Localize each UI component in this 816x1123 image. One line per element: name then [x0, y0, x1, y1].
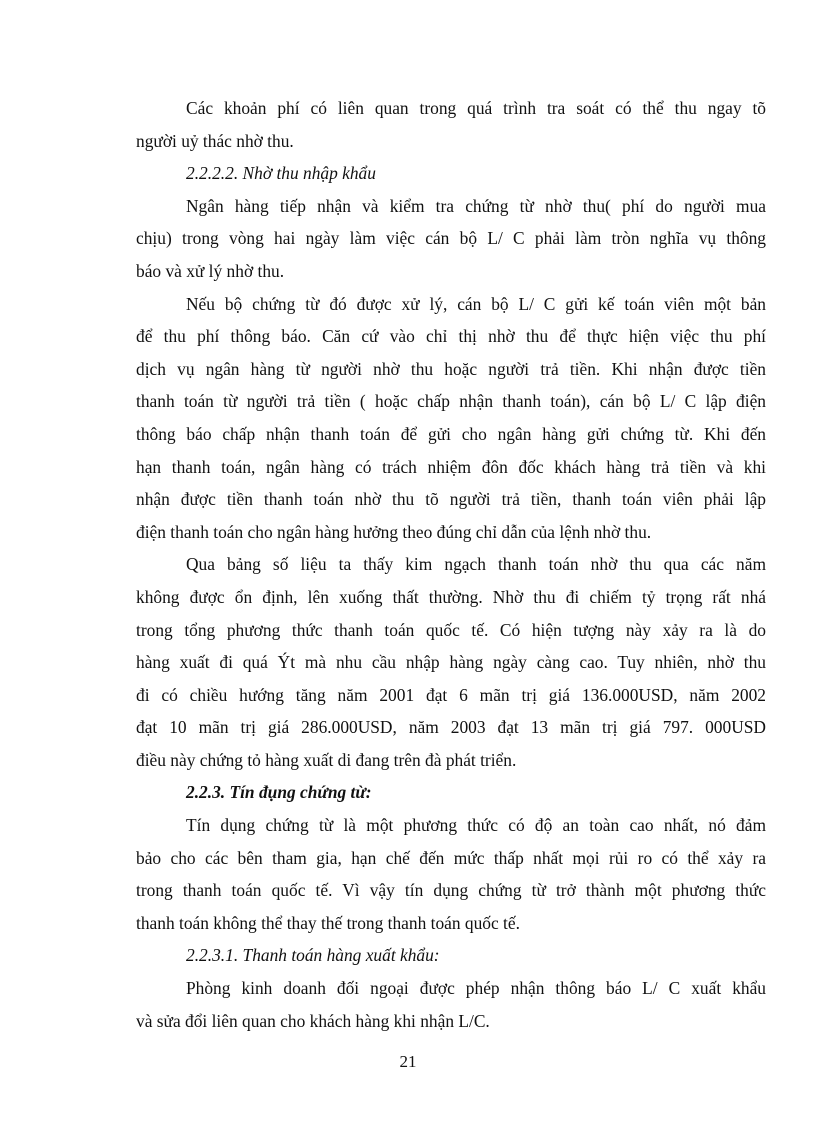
text-line: thanh toán không thể thay thế trong thanh toán quốc tế.	[136, 912, 520, 933]
text-line: Tín dụng chứng từ là một phương thức có độ an toàn cao nhất, nó đảm	[186, 815, 766, 836]
text-line: đạt 10 mãn trị giá 286.000USD, năm 2003 đạt 13 mãn trị giá 797. 000USD	[136, 717, 766, 738]
text-line: thông báo chấp nhận thanh toán để gửi cho ngân hàng gửi chứng từ. Khi đến	[136, 423, 766, 444]
text-line: trong tổng phương thức thanh toán quốc tế. Có hiện tượng này xảy ra là do	[136, 619, 766, 640]
text-line: báo và xử lý nhờ thu.	[136, 260, 285, 281]
page-number: 21	[399, 1052, 417, 1071]
heading-export-payment: 2.2.3.1. Thanh toán hàng xuất khẩu:	[186, 945, 440, 966]
paragraph-statistics	[136, 548, 766, 776]
text-line: dịch vụ ngân hàng từ người nhờ thu hoặc người trả tiền. Khi nhận được tiền	[136, 358, 766, 379]
text-line: Các khoản phí có liên quan trong quá trình tra soát có thể thu ngay tõ	[186, 98, 766, 118]
text-line: và sửa đổi liên quan cho khách hàng khi nhận L/C.	[136, 1010, 490, 1031]
text-line: điều này chứng tỏ hàng xuất di đang trên đà phát triển.	[136, 749, 517, 770]
text-line: Ngân hàng tiếp nhận và kiểm tra chứng từ nhờ thu( phí do người mua	[186, 195, 766, 216]
paragraph-fees	[136, 92, 766, 157]
paragraph-documentary-credit	[136, 809, 766, 939]
text-line: đi có chiều hướng tăng năm 2001 đạt 6 mãn trị giá 136.000USD, năm 2002	[136, 684, 766, 705]
text-line: trong thanh toán quốc tế. Vì vậy tín dụng chứng từ trở thành một phương thức	[136, 880, 766, 901]
text-line: Phòng kinh doanh đối ngoại được phép nhận thông báo L/ C xuất khẩu	[186, 978, 766, 999]
page-body	[136, 92, 766, 1037]
text-line: thanh toán từ người trả tiền ( hoặc chấp nhận thanh toán), cán bộ L/ C lập điện	[136, 391, 766, 412]
text-line: hàng xuất đi quá Ýt mà nhu cầu nhập hàng ngày càng cao. Tuy nhiên, nhờ thu	[136, 652, 766, 673]
text-line: chịu) trong vòng hai ngày làm việc cán bộ L/ C phải làm tròn nghĩa vụ thông	[136, 228, 766, 249]
text-line: hạn thanh toán, ngân hàng có trách nhiệm đôn đốc khách hàng trả tiền và khi	[136, 456, 766, 477]
text-line: bảo cho các bên tham gia, hạn chế đến mức thấp nhất mọi rủi ro có thể xảy ra	[136, 847, 766, 868]
paragraph-document-processing	[136, 288, 766, 549]
text-line: Qua bảng số liệu ta thấy kim ngạch thanh toán nhờ thu qua các năm	[186, 554, 766, 575]
text-line: Nếu bộ chứng từ đó được xử lý, cán bộ L/ C gửi kế toán viên một bản	[186, 293, 766, 314]
text-line: nhận được tiền thanh toán nhờ thu tõ người trả tiền, thanh toán viên phải lập	[136, 489, 766, 510]
heading-documentary-credit: 2.2.3. Tín đụng chứng từ:	[186, 782, 372, 803]
heading-import-collection: 2.2.2.2. Nhờ thu nhập khẩu	[186, 163, 376, 184]
paragraph-export-payment	[136, 972, 766, 1037]
text-line: điện thanh toán cho ngân hàng hưởng theo đúng chỉ dẫn của lệnh nhờ thu.	[136, 521, 652, 542]
text-line: không được ổn định, lên xuống thất thường. Nhờ thu đi chiếm tỷ trọng rất nhá	[136, 586, 766, 607]
text-line: để thu phí thông báo. Căn cứ vào chỉ thị nhờ thu để thực hiện việc thu phí	[136, 326, 766, 347]
paragraph-import-collection	[136, 190, 766, 288]
text-line: người uỷ thác nhờ thu.	[136, 130, 294, 151]
